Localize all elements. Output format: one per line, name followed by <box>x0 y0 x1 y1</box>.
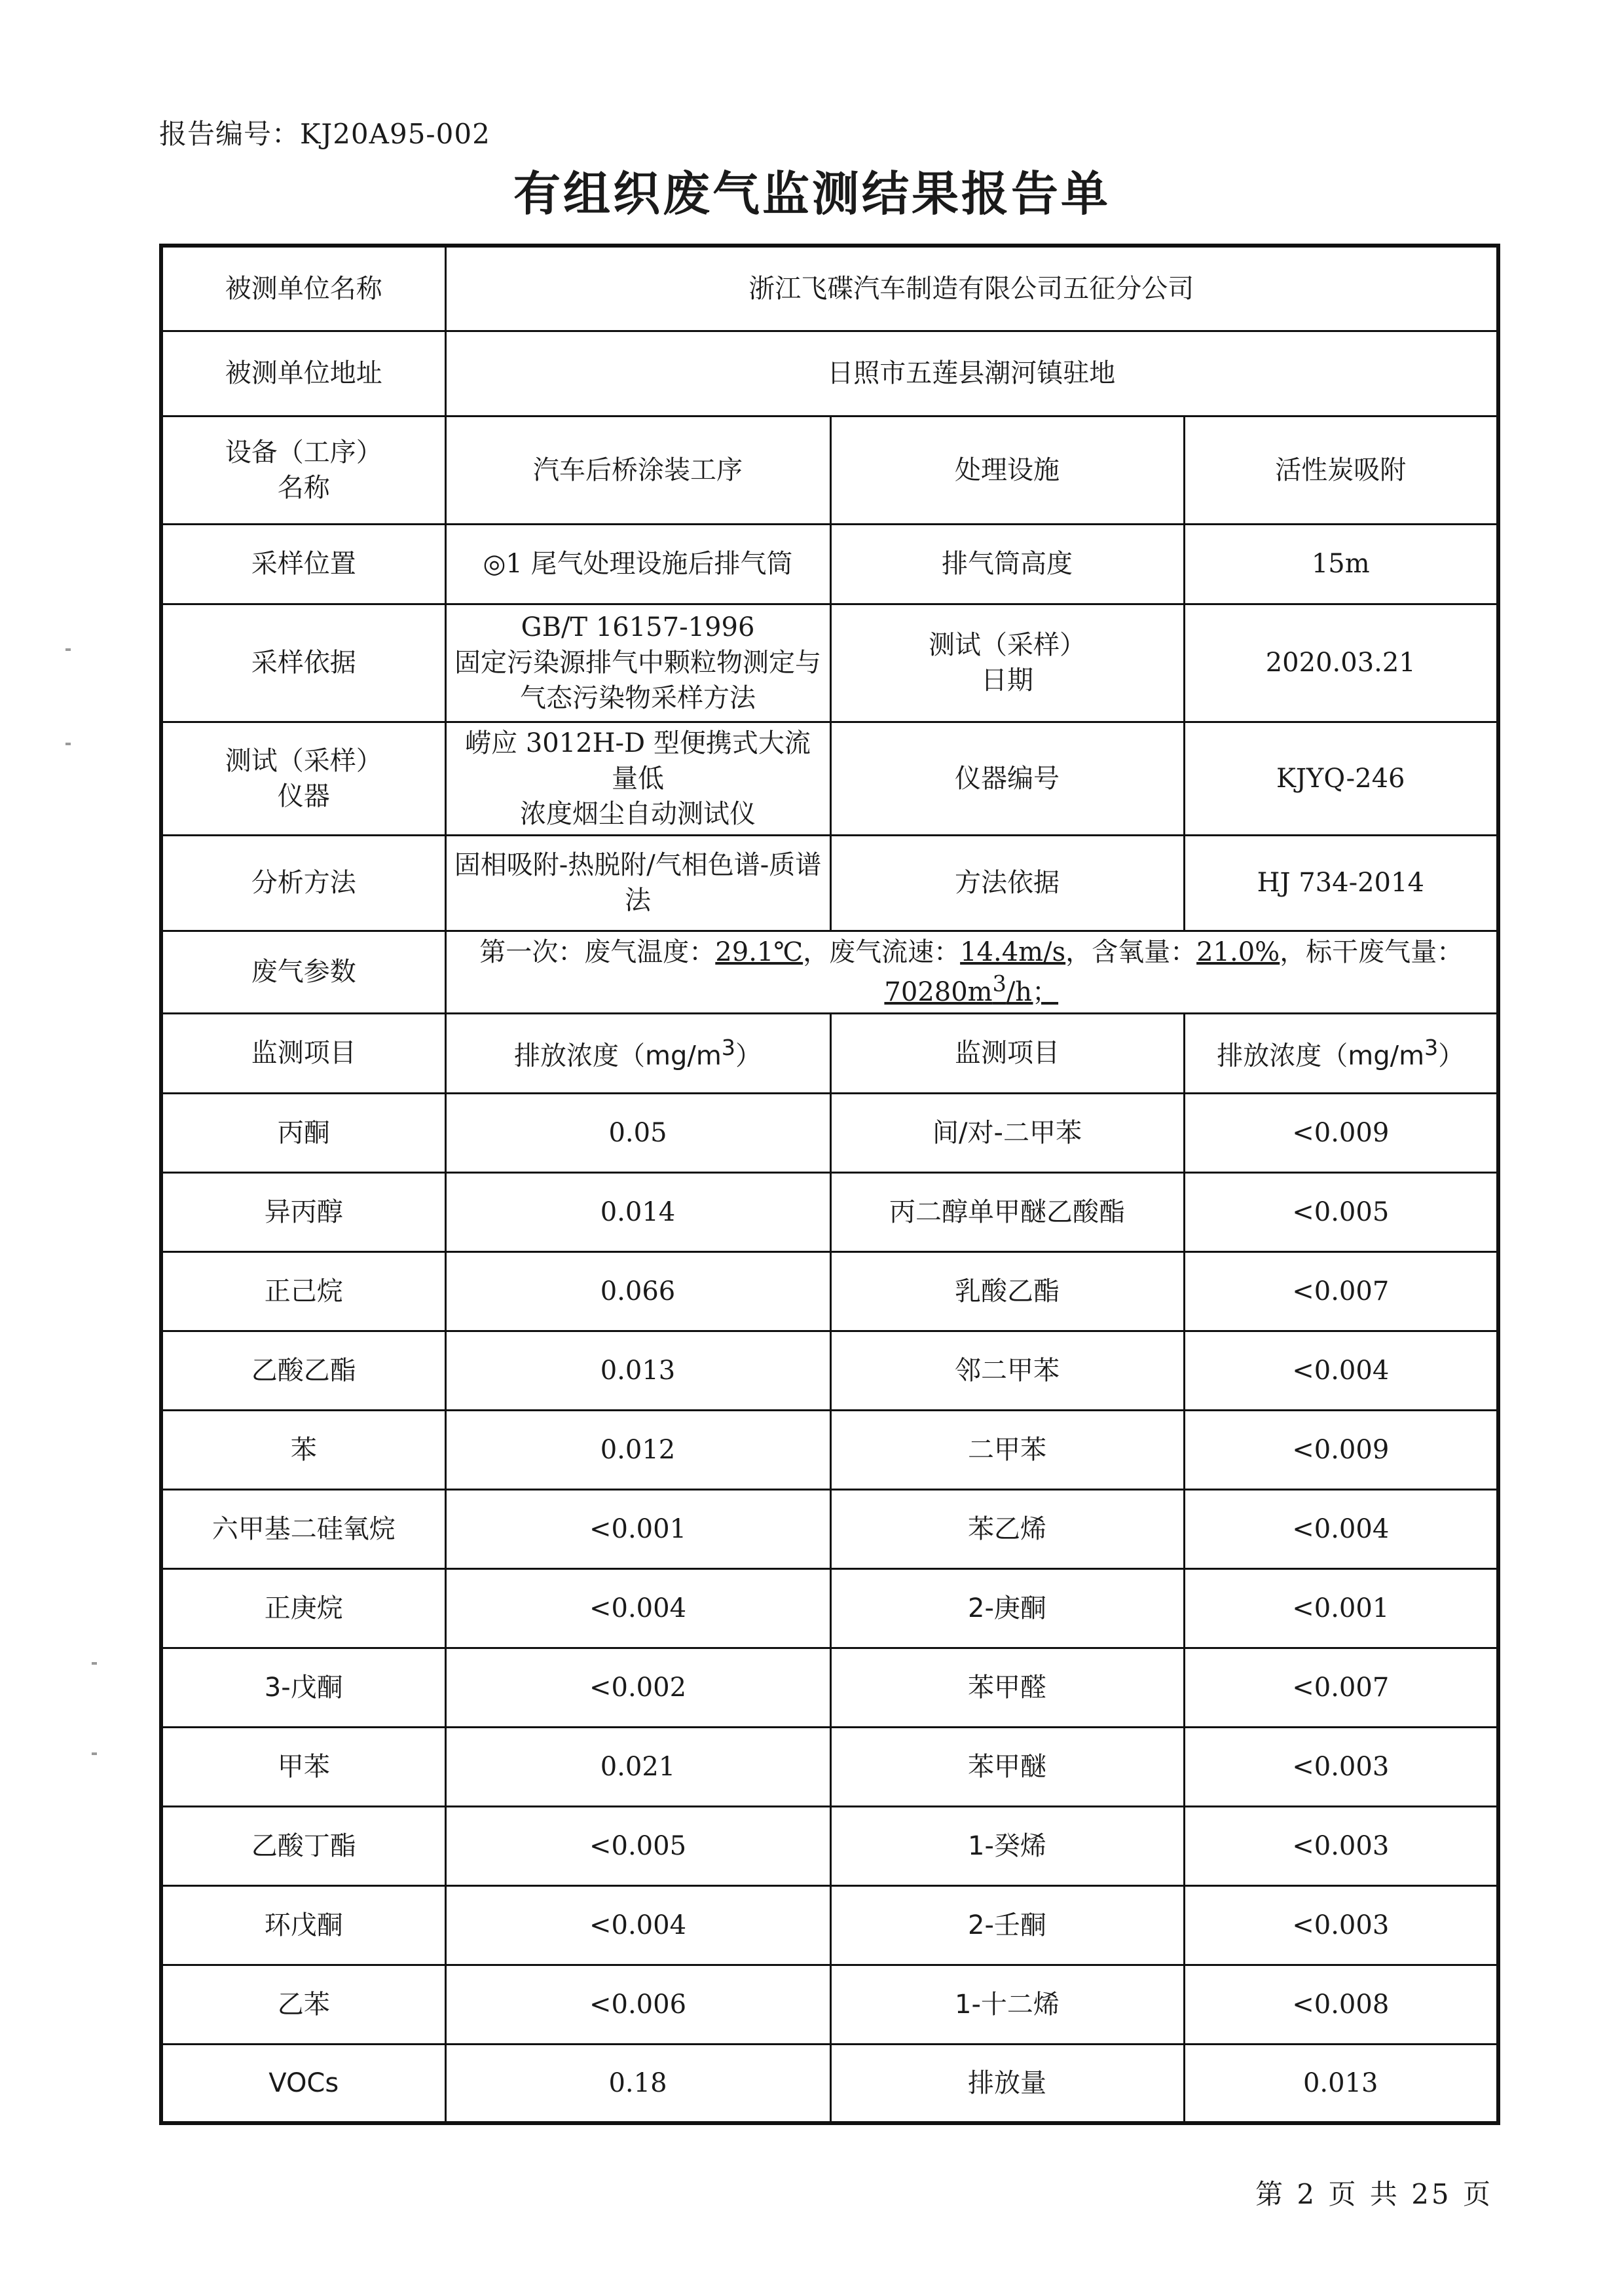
sampling-date-label-line2: 日期 <box>981 665 1033 695</box>
analysis-method-row <box>161 835 1498 931</box>
emission-value: <0.003 <box>1184 1885 1498 1965</box>
table-row <box>161 1251 1498 1331</box>
instrument-line1: 崂应 3012H-D 型便携式大流量低 <box>465 728 811 794</box>
gas-temperature: 29.1℃ <box>715 936 803 967</box>
item-name: 乙苯 <box>161 1965 445 2044</box>
sampling-basis-line3: 气态污染物采样方法 <box>520 683 756 713</box>
analysis-method-label: 分析方法 <box>161 835 445 931</box>
item-name: VOCs <box>161 2044 445 2123</box>
unit-address-value: 日照市五莲县潮河镇驻地 <box>445 331 1498 416</box>
treatment-label: 处理设施 <box>830 416 1184 524</box>
sampling-basis-label: 采样依据 <box>161 604 445 722</box>
analysis-method-line2: 法 <box>625 885 651 916</box>
report-number: 报告编号：KJ20A95-002 <box>159 118 490 150</box>
conc-header-2-text: 排放浓度（mg/m <box>1217 1040 1425 1071</box>
conc-header-2-exp: 3 <box>1424 1034 1439 1060</box>
conc-header-1-text: 排放浓度（mg/m <box>513 1040 722 1071</box>
scan-speck <box>92 1752 97 1755</box>
item-name: 正庚烷 <box>161 1568 445 1648</box>
instrument-number-value: KJYQ-246 <box>1184 722 1498 835</box>
results-body <box>161 1093 1498 2123</box>
results-header-row <box>161 1013 1498 1093</box>
item-name: 间/对-二甲苯 <box>830 1093 1184 1172</box>
item-name: 邻二甲苯 <box>830 1331 1184 1410</box>
sampling-basis-value <box>445 604 830 722</box>
conc-header-1 <box>445 1013 830 1093</box>
table-row <box>161 1410 1498 1489</box>
item-name: 甲苯 <box>161 1727 445 1806</box>
dry-gas-flow-unit: /h； <box>1006 976 1059 1007</box>
scan-speck <box>65 743 71 745</box>
unit-name-label: 被测单位名称 <box>161 246 445 331</box>
instrument-label <box>161 722 445 835</box>
emission-value: <0.006 <box>445 1965 830 2044</box>
item-name: 环戊酮 <box>161 1885 445 1965</box>
table-row <box>161 1965 1498 2044</box>
emission-value: <0.008 <box>1184 1965 1498 2044</box>
item-name: 异丙醇 <box>161 1172 445 1251</box>
oxygen-content: 21.0% <box>1196 936 1280 967</box>
emission-value: <0.002 <box>445 1648 830 1727</box>
table-row <box>161 1727 1498 1806</box>
item-name: 乙酸丁酯 <box>161 1806 445 1885</box>
conc-header-1-close: ） <box>735 1040 762 1071</box>
item-header-1: 监测项目 <box>161 1013 445 1093</box>
page-number: 第 2 页 共 25 页 <box>1255 2178 1493 2210</box>
emission-value: 0.013 <box>1184 2044 1498 2123</box>
equipment-row <box>161 416 1498 524</box>
treatment-value: 活性炭吸附 <box>1184 416 1498 524</box>
sampling-position-label: 采样位置 <box>161 524 445 604</box>
emission-value: <0.003 <box>1184 1727 1498 1806</box>
emission-value: <0.004 <box>445 1568 830 1648</box>
instrument-value <box>445 722 830 835</box>
unit-address-row <box>161 331 1498 416</box>
item-name: 2-庚酮 <box>830 1568 1184 1648</box>
sampling-basis-line1: GB/T 16157-1996 <box>521 612 755 642</box>
emission-value: <0.005 <box>445 1806 830 1885</box>
emission-value: <0.004 <box>1184 1489 1498 1568</box>
instrument-label-line2: 仪器 <box>277 781 330 811</box>
emission-value: 0.014 <box>445 1172 830 1251</box>
instrument-label-line1: 测试（采样） <box>225 745 382 776</box>
method-basis-value: HJ 734-2014 <box>1184 835 1498 931</box>
emission-value: <0.001 <box>445 1489 830 1568</box>
item-name: 丙酮 <box>161 1093 445 1172</box>
dry-gas-flow-value: 70280m <box>884 976 993 1007</box>
item-name: 乙酸乙酯 <box>161 1331 445 1410</box>
sampling-date-label <box>830 604 1184 722</box>
sampling-date-label-line1: 测试（采样） <box>929 630 1086 660</box>
table-row <box>161 1568 1498 1648</box>
item-header-2: 监测项目 <box>830 1013 1184 1093</box>
item-name: 二甲苯 <box>830 1410 1184 1489</box>
analysis-method-line1: 固相吸附-热脱附/气相色谱-质谱 <box>454 850 822 880</box>
table-row <box>161 1489 1498 1568</box>
unit-address-label: 被测单位地址 <box>161 331 445 416</box>
exhaust-params-label: 废气参数 <box>161 931 445 1013</box>
emission-value: <0.004 <box>1184 1331 1498 1410</box>
stack-height-value: 15m <box>1184 524 1498 604</box>
item-name: 排放量 <box>830 2044 1184 2123</box>
item-name: 苯乙烯 <box>830 1489 1184 1568</box>
exhaust-params-value <box>445 931 1498 1013</box>
params-text-2: ，废气流速： <box>803 936 961 967</box>
conc-header-1-exp: 3 <box>721 1034 735 1060</box>
emission-value: <0.007 <box>1184 1648 1498 1727</box>
emission-value: 0.013 <box>445 1331 830 1410</box>
item-name: 正己烷 <box>161 1251 445 1331</box>
scan-speck <box>92 1662 97 1665</box>
equipment-value: 汽车后桥涂装工序 <box>445 416 830 524</box>
emission-value: <0.001 <box>1184 1568 1498 1648</box>
stack-height-label: 排气筒高度 <box>830 524 1184 604</box>
emission-value: <0.003 <box>1184 1806 1498 1885</box>
emission-value: <0.005 <box>1184 1172 1498 1251</box>
item-name: 1-癸烯 <box>830 1806 1184 1885</box>
item-name: 苯甲醛 <box>830 1648 1184 1727</box>
emission-value: <0.009 <box>1184 1410 1498 1489</box>
table-row <box>161 1648 1498 1727</box>
emission-value: <0.007 <box>1184 1251 1498 1331</box>
instrument-line2: 浓度烟尘自动测试仪 <box>520 798 756 829</box>
emission-value: 0.021 <box>445 1727 830 1806</box>
conc-header-2-close: ） <box>1438 1040 1465 1071</box>
params-text-4: ，标干废气量： <box>1280 936 1464 967</box>
item-name: 丙二醇单甲醚乙酸酯 <box>830 1172 1184 1251</box>
emission-value: 0.066 <box>445 1251 830 1331</box>
table-row <box>161 1885 1498 1965</box>
conc-header-2 <box>1184 1013 1498 1093</box>
sampling-date-value: 2020.03.21 <box>1184 604 1498 722</box>
table-row <box>161 1172 1498 1251</box>
table-row <box>161 2044 1498 2123</box>
equipment-label-line2: 名称 <box>277 472 330 503</box>
scan-speck <box>65 648 71 651</box>
sampling-position-row <box>161 524 1498 604</box>
document-title: 有组织废气监测结果报告单 <box>513 166 1111 221</box>
sampling-basis-row <box>161 604 1498 722</box>
emission-value: 0.05 <box>445 1093 830 1172</box>
equipment-label-line1: 设备（工序） <box>225 437 382 468</box>
emission-value: <0.009 <box>1184 1093 1498 1172</box>
item-name: 乳酸乙酯 <box>830 1251 1184 1331</box>
instrument-number-label: 仪器编号 <box>830 722 1184 835</box>
exhaust-params-row <box>161 931 1498 1013</box>
unit-name-value: 浙江飞碟汽车制造有限公司五征分公司 <box>445 246 1498 331</box>
dry-gas-flow-exponent: 3 <box>992 971 1006 997</box>
emission-value: 0.18 <box>445 2044 830 2123</box>
item-name: 1-十二烯 <box>830 1965 1184 2044</box>
params-text-1: 第一次：废气温度： <box>479 936 716 967</box>
table-row <box>161 1093 1498 1172</box>
equipment-label <box>161 416 445 524</box>
dry-gas-flow <box>884 971 1059 1007</box>
emission-value: 0.012 <box>445 1410 830 1489</box>
sampling-basis-line2: 固定污染源排气中颗粒物测定与 <box>454 648 821 678</box>
params-text-3: ，含氧量： <box>1065 936 1197 967</box>
item-name: 六甲基二硅氧烷 <box>161 1489 445 1568</box>
table-row <box>161 1806 1498 1885</box>
instrument-row <box>161 722 1498 835</box>
item-name: 苯甲醚 <box>830 1727 1184 1806</box>
emission-value: <0.004 <box>445 1885 830 1965</box>
gas-velocity: 14.4m/s <box>960 936 1066 967</box>
analysis-method-value <box>445 835 830 931</box>
item-name: 3-戊酮 <box>161 1648 445 1727</box>
monitoring-report-table <box>159 244 1500 2125</box>
unit-name-row <box>161 246 1498 331</box>
item-name: 2-壬酮 <box>830 1885 1184 1965</box>
method-basis-label: 方法依据 <box>830 835 1184 931</box>
sampling-position-value: ◎1 尾气处理设施后排气筒 <box>445 524 830 604</box>
table-row <box>161 1331 1498 1410</box>
item-name: 苯 <box>161 1410 445 1489</box>
